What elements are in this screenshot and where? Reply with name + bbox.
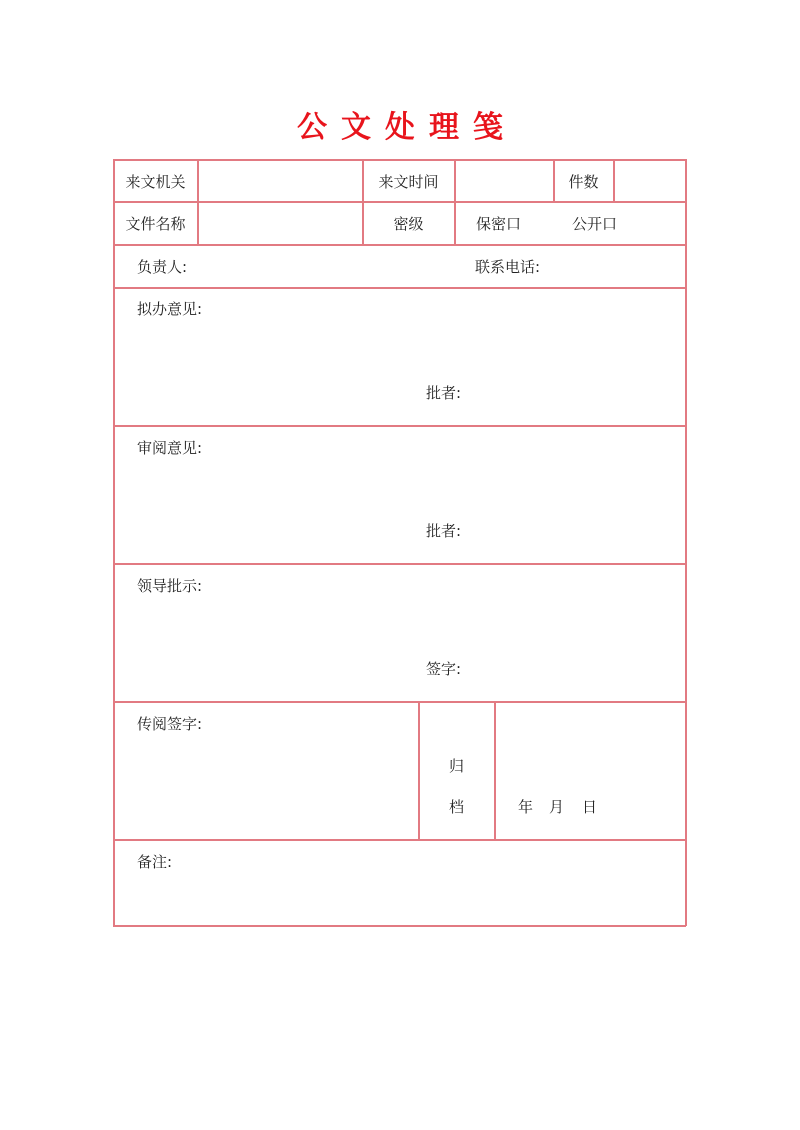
doc-name-label: 文件名称 [125, 215, 186, 233]
received-time-field[interactable] [456, 172, 552, 192]
page-title: 公文处理笺 [297, 110, 517, 145]
option-public[interactable]: 公开口 [572, 215, 618, 233]
row-divider [113, 287, 686, 289]
count-field[interactable] [615, 172, 684, 192]
row-divider [113, 839, 686, 841]
archive-year-label: 年 [518, 798, 534, 816]
border-right [685, 159, 687, 926]
row-divider [113, 701, 686, 703]
border-bottom [113, 925, 686, 927]
contact-phone-label: 联系电话: [475, 258, 541, 276]
leader-instruction-label: 领导批示: [137, 577, 203, 595]
count-label: 件数 [568, 173, 599, 191]
row-divider [113, 244, 686, 246]
col-divider [494, 701, 496, 840]
issuing-org-label: 来文机关 [125, 173, 186, 191]
issuing-org-field[interactable] [199, 172, 361, 192]
review-signer-label: 批者: [426, 522, 462, 540]
received-time-label: 来文时间 [378, 173, 439, 191]
option-confidential[interactable]: 保密口 [476, 215, 522, 233]
row-divider [113, 563, 686, 565]
archive-day-label: 日 [582, 798, 598, 816]
remarks-label: 备注: [137, 853, 173, 871]
secrecy-label: 密级 [393, 215, 424, 233]
circulation-signature-label: 传阅签字: [137, 715, 203, 733]
archive-month-label: 月 [549, 798, 565, 816]
row-divider [113, 425, 686, 427]
review-opinion-label: 审阅意见: [137, 439, 203, 457]
document-processing-form [113, 159, 686, 926]
leader-signature-label: 签字: [426, 660, 462, 678]
archive-label-char-1: 归 [448, 757, 464, 775]
row-divider [113, 201, 686, 203]
border-top [113, 159, 686, 161]
border-left [113, 159, 115, 926]
drafting-opinion-label: 拟办意见: [137, 300, 203, 318]
drafting-signer-label: 批者: [426, 384, 462, 402]
archive-label-char-2: 档 [448, 798, 464, 816]
doc-name-field[interactable] [199, 214, 361, 234]
responsible-person-label: 负责人: [137, 258, 188, 276]
